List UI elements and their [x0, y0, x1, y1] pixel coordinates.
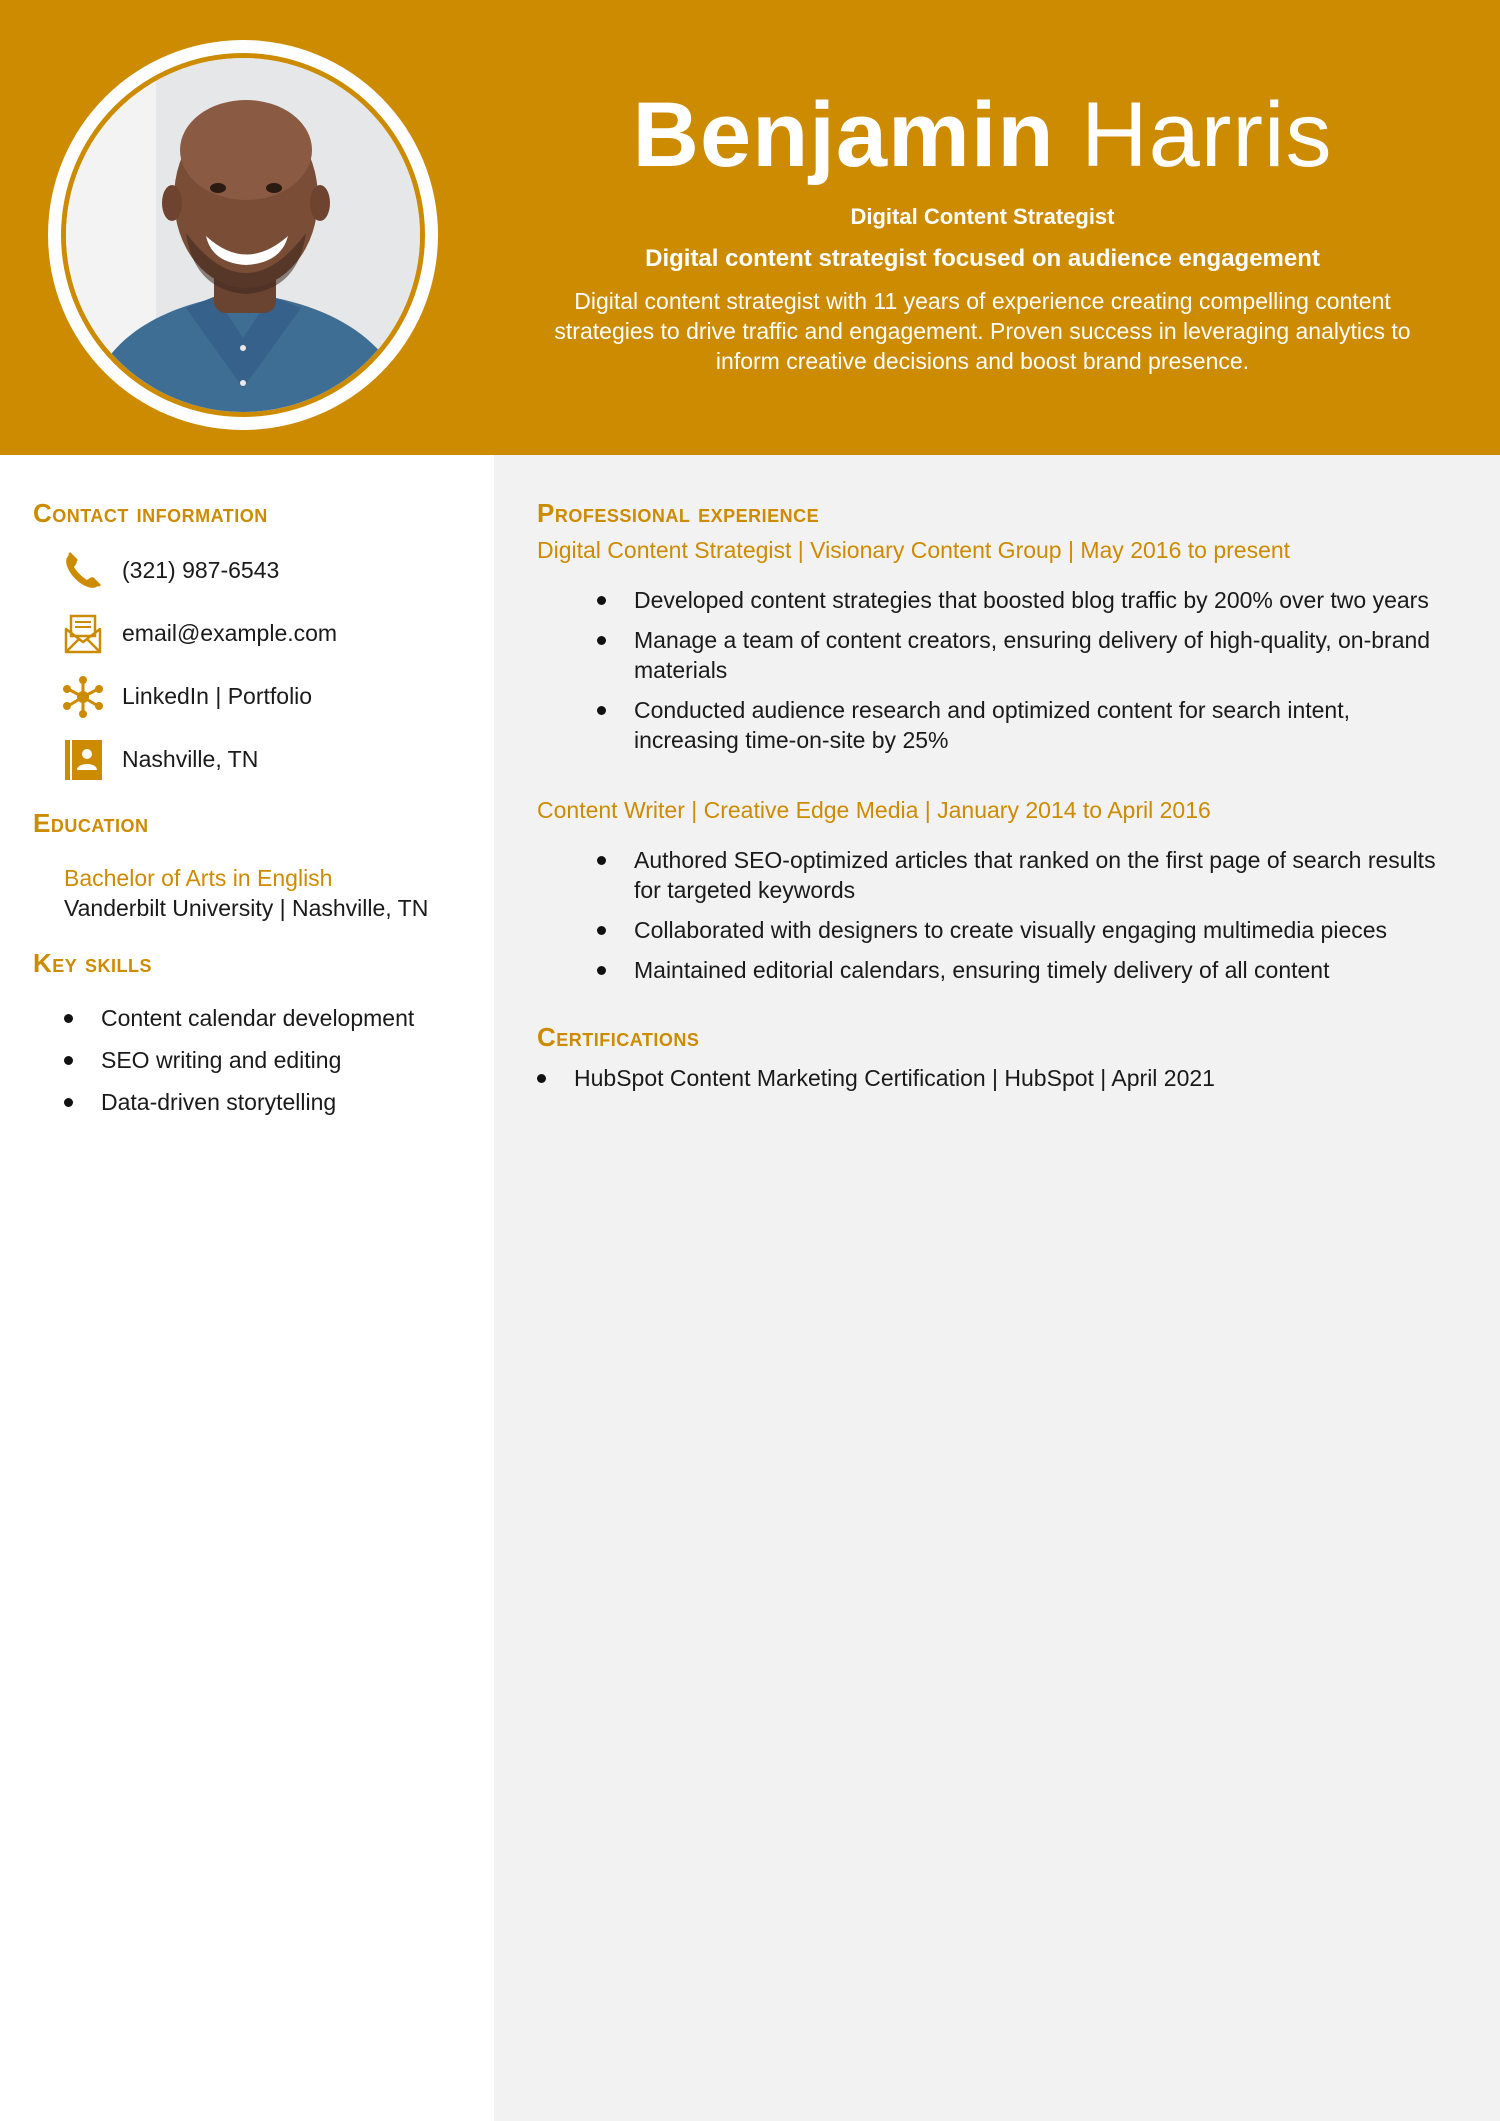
candidate-name: [525, 70, 1440, 200]
job-bullets: [537, 585, 1447, 755]
education-degree: Bachelor of Arts in English: [64, 865, 333, 891]
certifications-list: [537, 1063, 1447, 1093]
contact-links[interactable]: LinkedIn | Portfolio: [122, 683, 313, 709]
certifications-section-title: Certifications: [537, 1022, 700, 1052]
job-bullet: Developed content strategies that boosted blog traffic by 200% over two years: [537, 585, 1447, 615]
contact-location: Nashville, TN: [122, 746, 259, 772]
education-entry: [33, 863, 473, 923]
job-bullet: Conducted audience research and optimized content for search intent, increasing time-on-site by 25%: [537, 695, 1447, 755]
address-book-icon: [61, 738, 105, 782]
job-bullet: Manage a team of content creators, ensuring delivery of high-quality, on-brand materials: [537, 625, 1447, 685]
job-title: Digital Content Strategist: [850, 204, 1115, 229]
header-banner: [0, 0, 1500, 455]
contact-section-title: Contact information: [33, 498, 268, 528]
education-section-title: Education: [33, 808, 149, 838]
last-name: Harris: [1081, 84, 1333, 186]
first-name: Benjamin: [632, 84, 1055, 186]
job-bullet: Collaborated with designers to create visually engaging multimedia pieces: [537, 915, 1447, 945]
job-bullets: [537, 845, 1447, 985]
job-heading: Content Writer | Creative Edge Media | January 2014 to April 2016: [537, 797, 1211, 823]
phone-icon: [61, 549, 105, 593]
person-portrait: [66, 58, 420, 412]
summary: Digital content strategist with 11 years of experience creating compelling content strategies to drive traffic and engagement. Proven success in leveraging analytics to inform creative decisions and boost brand presence.: [554, 288, 1411, 374]
job-bullet: Authored SEO-optimized articles that ranked on the first page of search results for targeted keywords: [537, 845, 1447, 905]
certification-item: HubSpot Content Marketing Certification | HubSpot | April 2021: [537, 1063, 1447, 1093]
contact-item-location: [33, 738, 473, 801]
profile-photo-frame: [48, 40, 438, 430]
contact-item-phone: [33, 549, 473, 612]
job-bullet: Maintained editorial calendars, ensuring timely delivery of all content: [537, 955, 1447, 985]
header-text: [525, 70, 1440, 376]
contact-item-email: [33, 612, 473, 675]
skills-section-title: Key skills: [33, 948, 153, 978]
contact-item-links: [33, 675, 473, 738]
tagline: Digital content strategist focused on audience engagement: [645, 245, 1320, 272]
contact-list: [33, 549, 473, 801]
job-heading: Digital Content Strategist | Visionary Content Group | May 2016 to present: [537, 537, 1291, 563]
left-column: [33, 495, 473, 1129]
contact-phone[interactable]: (321) 987-6543: [122, 557, 280, 583]
envelope-icon: [61, 612, 105, 656]
skill-item: SEO writing and editing: [33, 1045, 473, 1075]
education-school: Vanderbilt University | Nashville, TN: [64, 895, 429, 921]
experience-section-title: Professional experience: [537, 498, 820, 528]
network-icon: [61, 675, 105, 719]
skill-item: Content calendar development: [33, 1003, 473, 1033]
right-column: [537, 495, 1447, 1093]
profile-photo: [66, 58, 420, 412]
contact-email[interactable]: email@example.com: [122, 620, 338, 646]
skill-item: Data-driven storytelling: [33, 1087, 473, 1117]
skills-list: [33, 1003, 473, 1117]
